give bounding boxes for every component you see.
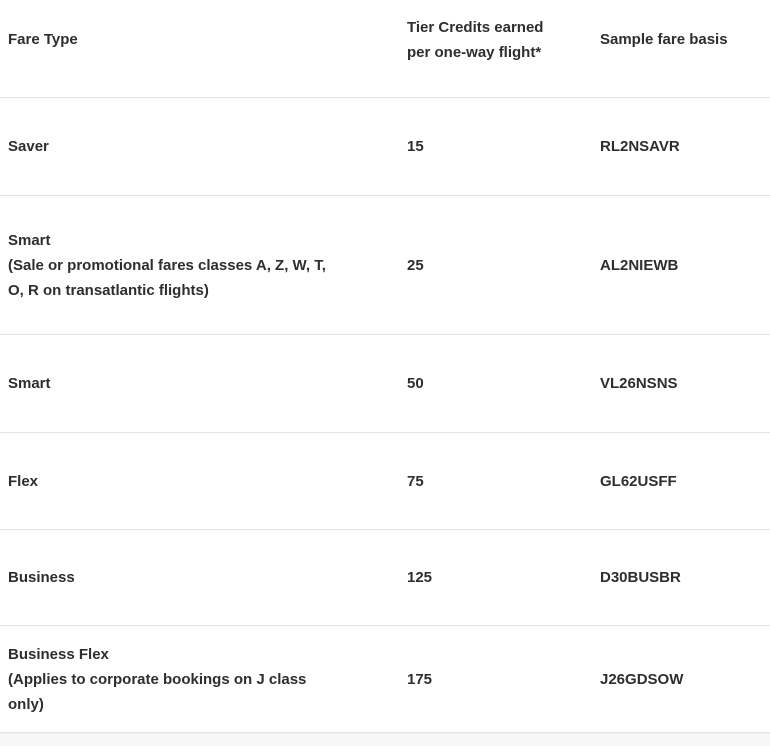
fare-type-cell <box>0 371 399 396</box>
fare-type-cell <box>0 228 399 303</box>
sample-fare-basis-value: VL26NSNS <box>600 375 678 392</box>
column-header-tier_credits <box>399 15 592 65</box>
fare-type-label: Smart <box>8 375 51 392</box>
fare-type-label: (Sale or promotional fares classes A, Z, W, T, <box>8 256 326 274</box>
tier-credits-value: 25 <box>407 256 424 274</box>
fare-type-cell <box>0 134 399 159</box>
fare-type-cell <box>0 642 399 717</box>
next-row-partial <box>0 733 770 746</box>
table-row <box>0 626 770 733</box>
sample-fare-basis-cell <box>592 565 770 590</box>
tier-credits-cell <box>399 134 592 159</box>
fare-type-label: Flex <box>8 472 39 490</box>
tier-credits-value: 50 <box>407 375 424 392</box>
tier-credits-value: 15 <box>407 138 424 155</box>
column-header-label: Sample fare basis <box>600 31 728 48</box>
fare-type-cell <box>0 469 399 494</box>
fare-type-label: Business <box>8 569 75 586</box>
sample-fare-basis-cell <box>592 371 770 396</box>
column-header-label: per one-way flight* <box>407 43 542 61</box>
tier-credits-cell <box>399 565 592 590</box>
table-row <box>0 530 770 626</box>
sample-fare-basis-value: AL2NIEWB <box>600 256 679 274</box>
sample-fare-basis-value: J26GDSOW <box>600 670 684 688</box>
sample-fare-basis-value: D30BUSBR <box>600 569 681 586</box>
table-header-row <box>0 0 770 98</box>
column-header-sample_fare_basis <box>592 27 770 52</box>
sample-fare-basis-cell <box>592 469 770 494</box>
table-row <box>0 98 770 196</box>
fare-type-cell <box>0 565 399 590</box>
tier-credits-cell <box>399 371 592 396</box>
tier-credits-cell <box>399 253 592 278</box>
fare-type-label: (Applies to corporate bookings on J class <box>8 670 307 688</box>
tier-credits-cell <box>399 469 592 494</box>
sample-fare-basis-value: RL2NSAVR <box>600 138 680 155</box>
sample-fare-basis-value: GL62USFF <box>600 472 677 490</box>
column-header-label: Tier Credits earned <box>407 18 544 36</box>
fare-type-label: Business Flex <box>8 645 109 663</box>
table-row <box>0 196 770 335</box>
fare-type-label: Smart <box>8 231 51 249</box>
tier-credits-value: 125 <box>407 569 433 586</box>
fare-type-label: Saver <box>8 138 49 155</box>
sample-fare-basis-cell <box>592 134 770 159</box>
fare-type-label: O, R on transatlantic flights) <box>8 281 209 299</box>
column-header-fare_type <box>0 27 399 52</box>
tier-credits-value: 75 <box>407 472 424 490</box>
tier-credits-value: 175 <box>407 670 433 688</box>
table-row <box>0 335 770 433</box>
column-header-label: Fare Type <box>8 31 78 48</box>
sample-fare-basis-cell <box>592 253 770 278</box>
fare-type-label: only) <box>8 695 44 713</box>
table-row <box>0 433 770 530</box>
sample-fare-basis-cell <box>592 667 770 692</box>
tier-credits-cell <box>399 667 592 692</box>
